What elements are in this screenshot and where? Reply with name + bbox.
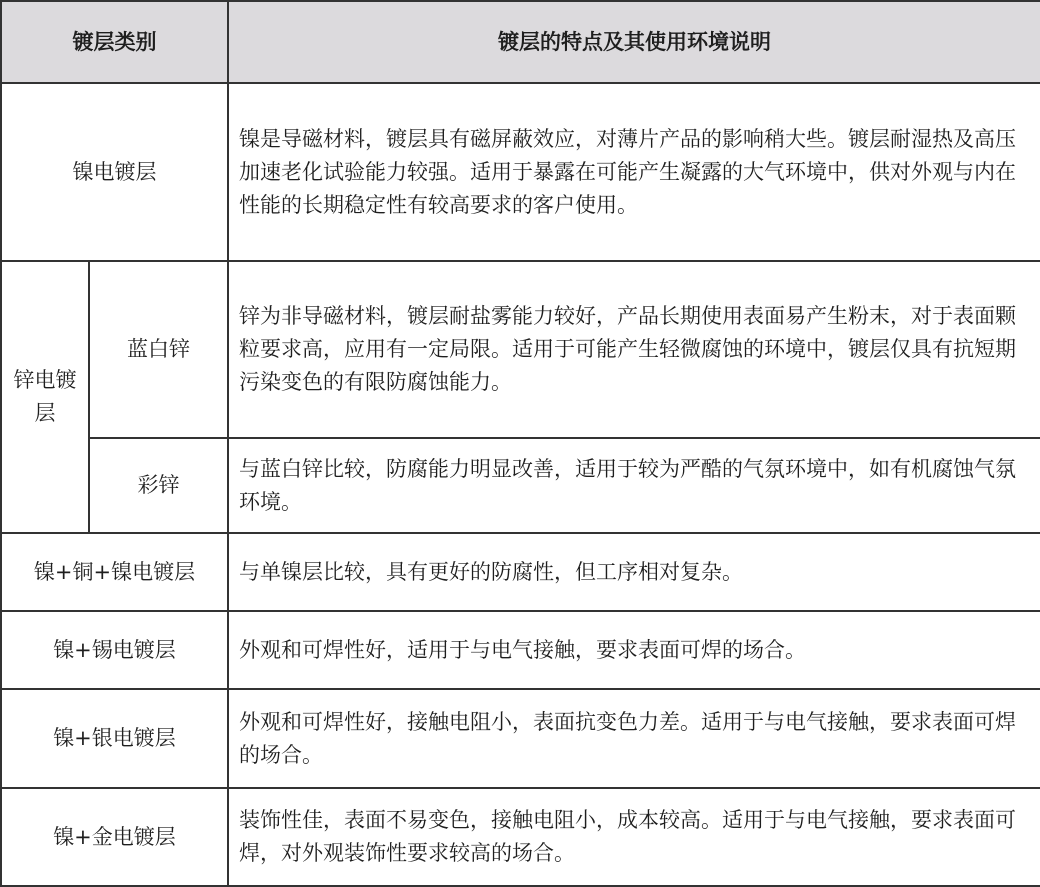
description-cell: 外观和可焊性好，接触电阻小，表面抗变色力差。适用于与电气接触，要求表面可焊的场合。 (228, 689, 1040, 788)
category-cell: 镍+铜+镍电镀层 (1, 533, 228, 611)
category-cell: 镍+银电镀层 (1, 689, 228, 788)
table-row (1, 83, 1040, 261)
category-cell: 镍+锡电镀层 (1, 611, 228, 689)
description-cell: 装饰性佳，表面不易变色，接触电阻小，成本较高。适用于与电气接触，要求表面可焊，对外观装饰性要求较高的场合。 (228, 788, 1040, 886)
description-cell: 与蓝白锌比较，防腐能力明显改善，适用于较为严酷的气氛环境中，如有机腐蚀气氛环境。 (228, 438, 1040, 533)
table-row (1, 533, 1040, 611)
table-row (1, 261, 1040, 438)
category-cell: 镍电镀层 (1, 83, 228, 261)
description-cell: 锌为非导磁材料，镀层耐盐雾能力较好，产品长期使用表面易产生粉末，对于表面颗粒要求高，应用有一定局限。适用于可能产生轻微腐蚀的环境中，镀层仅具有抗短期污染变色的有限防腐蚀能力。 (228, 261, 1040, 438)
category-cell: 镍+金电镀层 (1, 788, 228, 886)
header-description: 镀层的特点及其使用环境说明 (228, 1, 1040, 83)
header-category: 镀层类别 (1, 1, 228, 83)
table-header-row (1, 1, 1040, 83)
description-cell: 镍是导磁材料，镀层具有磁屏蔽效应，对薄片产品的影响稍大些。镀层耐湿热及高压加速老化试验能力较强。适用于暴露在可能产生凝露的大气环境中，供对外观与内在性能的长期稳定性有较高要求的客户使用。 (228, 83, 1040, 261)
group-cell: 锌电镀层 (1, 261, 89, 533)
description-cell: 外观和可焊性好，适用于与电气接触，要求表面可焊的场合。 (228, 611, 1040, 689)
table-row (1, 689, 1040, 788)
category-cell: 蓝白锌 (89, 261, 228, 438)
table-row (1, 438, 1040, 533)
table-row (1, 611, 1040, 689)
description-cell: 与单镍层比较，具有更好的防腐性，但工序相对复杂。 (228, 533, 1040, 611)
category-cell: 彩锌 (89, 438, 228, 533)
table-row (1, 788, 1040, 886)
